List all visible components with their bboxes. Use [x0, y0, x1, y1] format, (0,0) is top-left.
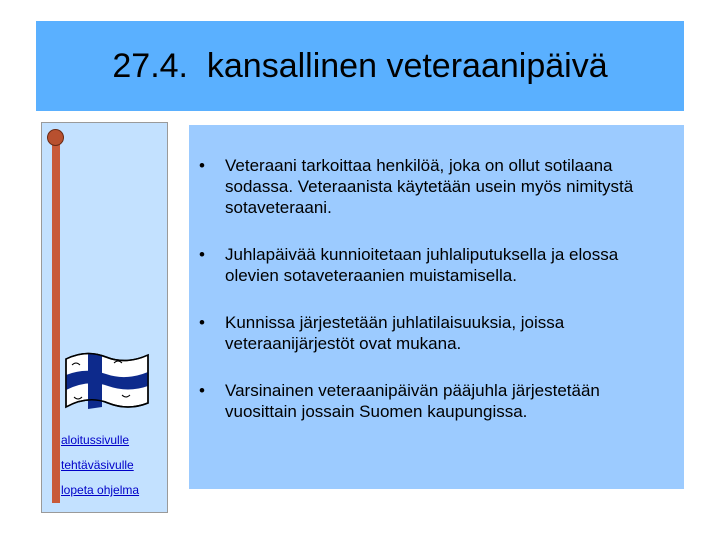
bullet-icon: • — [199, 381, 205, 400]
list-item — [199, 155, 669, 218]
bullet-icon: • — [199, 245, 205, 264]
bullet-icon: • — [199, 313, 205, 332]
list-item-text: Varsinainen veteraanipäivän pääjuhla järjestetään vuosittain jossain Suomen kaupungissa. — [225, 381, 600, 421]
flag-pole-knob — [47, 129, 64, 146]
list-item — [199, 312, 669, 354]
flag-pole-icon — [52, 137, 60, 503]
nav-link-quit[interactable]: lopeta ohjelma — [61, 483, 140, 497]
finnish-flag-icon — [62, 347, 152, 417]
list-item-text: Veteraani tarkoittaa henkilöä, joka on ollut sotilaana sodassa. Veteraanista käytetään usein myös nimitystä sotaveteraani. — [225, 156, 634, 217]
nav-links — [61, 433, 139, 497]
page-title: 27.4. kansallinen veteraanipäivä — [112, 46, 608, 85]
bullet-list — [199, 155, 669, 448]
title-bar — [36, 21, 684, 111]
list-item-text: Juhlapäivää kunnioitetaan juhlaliputuksella ja elossa olevien sotaveteraanien muistamisella. — [225, 245, 619, 285]
nav-link-home[interactable]: aloitussivulle — [61, 433, 130, 447]
content-panel — [189, 125, 684, 489]
list-item — [199, 244, 669, 286]
list-item — [199, 380, 669, 422]
side-panel — [41, 122, 168, 513]
bullet-icon: • — [199, 156, 205, 175]
nav-link-tasks[interactable]: tehtäväsivulle — [61, 458, 134, 472]
list-item-text: Kunnissa järjestetään juhlatilaisuuksia, joissa veteraanijärjestöt ovat mukana. — [225, 313, 565, 353]
